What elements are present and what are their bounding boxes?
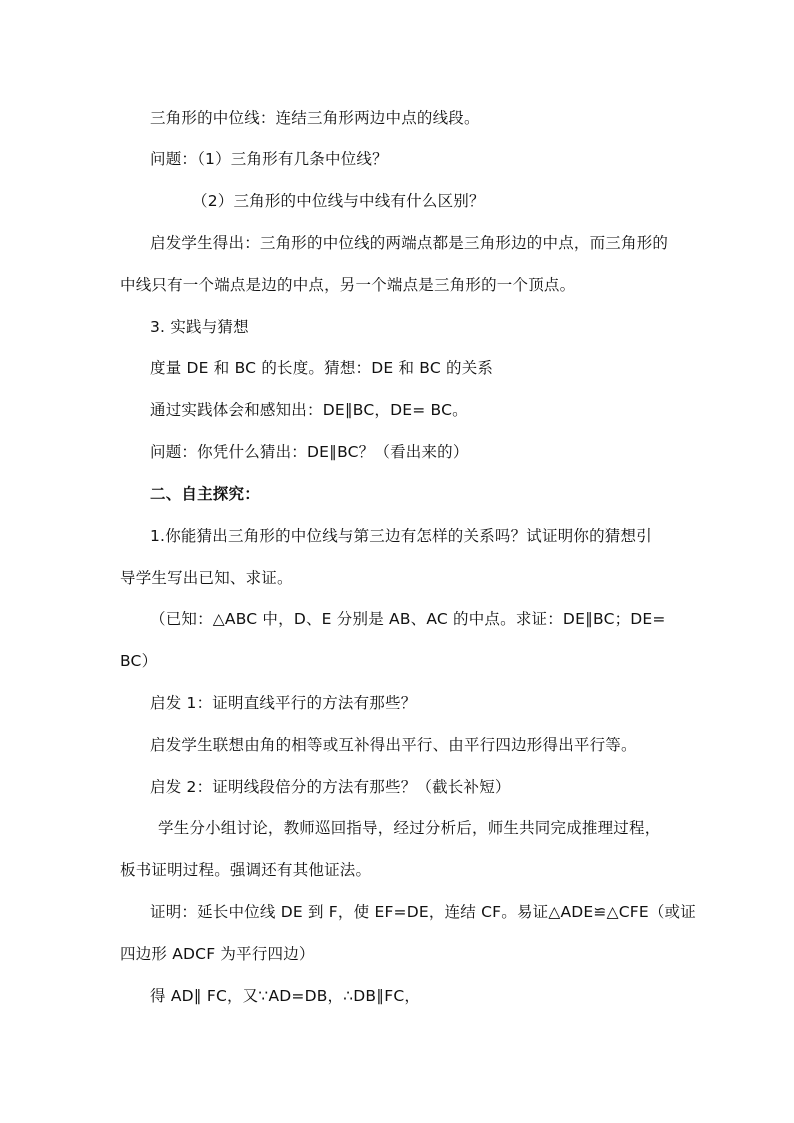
text-line-inspire-1: 启发学生得出：三角形的中位线的两端点都是三角形边的中点，而三角形的: [150, 234, 669, 252]
text-line-hint-2: 启发 2：证明线段倍分的方法有那些？（截长补短）: [150, 778, 511, 796]
text-line-given: （已知：△ABC 中，D、E 分别是 AB、AC 的中点。求证：DE∥BC；DE=: [150, 610, 666, 628]
text-line-given-cont: BC）: [120, 652, 158, 670]
text-line-question-guess: 问题：你凭什么猜出：DE∥BC？（看出来的）: [150, 443, 469, 461]
text-line-section-3-heading: 3. 实践与猜想: [150, 318, 249, 336]
text-line-group-discussion: 学生分小组讨论，教师巡回指导，经过分析后，师生共同完成推理过程，: [158, 819, 661, 837]
text-line-question-relation-cont: 导学生写出已知、求证。: [120, 569, 293, 587]
text-line-proof-cont: 四边形 ADCF 为平行四边）: [120, 945, 315, 963]
text-line-practice: 通过实践体会和感知出：DE∥BC，DE= BC。: [150, 401, 468, 419]
text-line-section-2-heading: 二、自主探究：: [150, 485, 260, 503]
text-line-group-discussion-cont: 板书证明过程。强调还有其他证法。: [120, 861, 372, 879]
text-line-midline-definition: 三角形的中位线：连结三角形两边中点的线段。: [150, 109, 480, 127]
text-line-measure: 度量 DE 和 BC 的长度。猜想：DE 和 BC 的关系: [150, 359, 494, 377]
text-line-question-1: 问题：（1）三角形有几条中位线？: [150, 150, 388, 168]
text-line-hint-1: 启发 1：证明直线平行的方法有那些？: [150, 694, 417, 712]
text-line-proof: 证明：延长中位线 DE 到 F，使 EF=DE，连结 CF。易证△ADE≌△CFE（或证: [150, 903, 696, 921]
text-line-proof-step: 得 AD∥ FC，又∵AD=DB，∴DB∥FC，: [150, 987, 421, 1005]
text-line-hint-1-detail: 启发学生联想由角的相等或互补得出平行、由平行四边形得出平行等。: [150, 736, 637, 754]
text-line-inspire-1-cont: 中线只有一个端点是边的中点，另一个端点是三角形的一个顶点。: [120, 276, 576, 294]
text-line-question-2: （2）三角形的中位线与中线有什么区别？: [192, 192, 485, 210]
text-line-question-relation: 1.你能猜出三角形的中位线与第三边有怎样的关系吗？试证明你的猜想引: [150, 527, 652, 545]
